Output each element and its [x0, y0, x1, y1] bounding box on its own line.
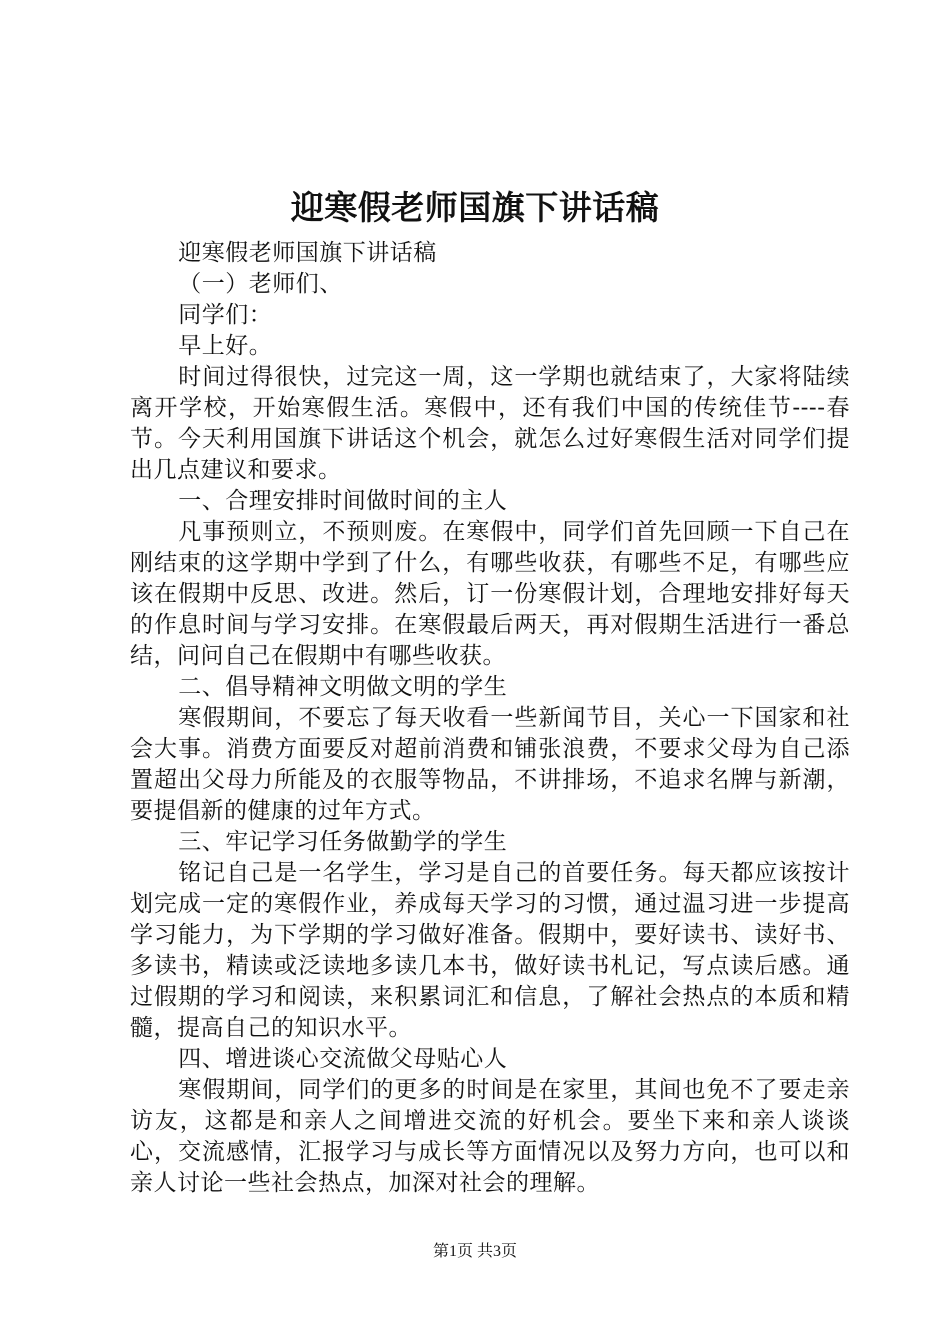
paragraph-section-3: 铭记自己是一名学生，学习是自己的首要任务。每天都应该按计划完成一定的寒假作业，养成每天学习的习惯，通过温习进一步提高学习能力，为下学期的学习做好准备。假期中，要好读书、读好书、多读书，精读或泛读地多读几本书，做好读书札记，写点读后感。通过假期的学习和阅读，来积累词汇和信息，了解社会热点的本质和精髓，提高自己的知识水平。 [130, 860, 850, 1041]
paragraph-subtitle: 迎寒假老师国旗下讲话稿 [178, 240, 437, 266]
paragraph-salutation-teachers: （一）老师们、 [178, 271, 343, 297]
paragraph-greeting: 早上好。 [178, 333, 273, 359]
paragraph-section-1: 凡事预则立，不预则废。在寒假中，同学们首先回顾一下自己在刚结束的这学期中学到了什么，有哪些收获，有哪些不足，有哪些应该在假期中反思、改进。然后，订一份寒假计划，合理地安排好每天的作息时间与学习安排。在寒假最后两天，再对假期生活进行一番总结，问问自己在假期中有哪些收获。 [130, 519, 850, 669]
paragraph-section-2: 寒假期间，不要忘了每天收看一些新闻节目，关心一下国家和社会大事。消费方面要反对超前消费和铺张浪费，不要求父母为自己添置超出父母力所能及的衣服等物品，不讲排场，不追求名牌与新潮，要提倡新的健康的过年方式。 [130, 705, 850, 824]
section-heading-4: 四、增进谈心交流做父母贴心人 [178, 1046, 508, 1072]
page-number-footer: 第1页 共3页 [432, 1243, 517, 1260]
section-heading-1: 一、合理安排时间做时间的主人 [178, 488, 508, 514]
paragraph-intro: 时间过得很快，过完这一周，这一学期也就结束了，大家将陆续离开学校，开始寒假生活。寒假中，还有我们中国的传统佳节----春节。今天利用国旗下讲话这个机会，就怎么过好寒假生活对同学们提出几点建议和要求。 [130, 364, 850, 483]
paragraph-salutation-students: 同学们： [178, 302, 273, 328]
document-title: 迎寒假老师国旗下讲话稿 [290, 188, 660, 227]
paragraph-section-4: 寒假期间，同学们的更多的时间是在家里，其间也免不了要走亲访友，这都是和亲人之间增进交流的好机会。要坐下来和亲人谈谈心，交流感情，汇报学习与成长等方面情况以及努力方向，也可以和亲人讨论一些社会热点，加深对社会的理解。 [130, 1077, 850, 1196]
section-heading-2: 二、倡导精神文明做文明的学生 [178, 674, 508, 700]
section-heading-3: 三、牢记学习任务做勤学的学生 [178, 829, 508, 855]
document-body [130, 238, 850, 1199]
